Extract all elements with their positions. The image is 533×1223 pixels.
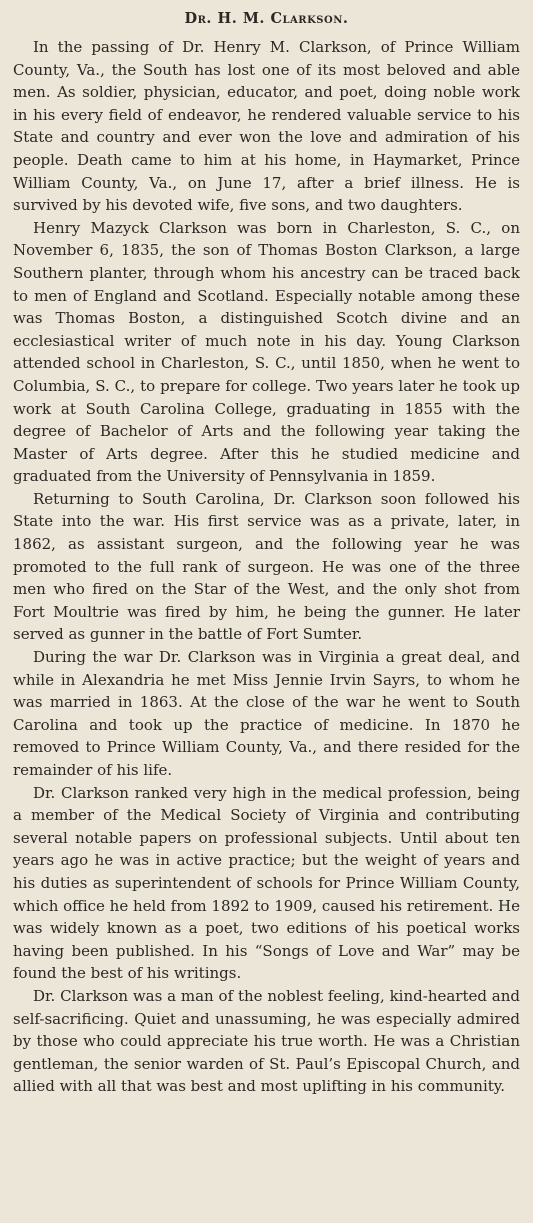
paragraph-marriage: During the war Dr. Clarkson was in Virginia a great deal, and while in Alexandria he met Miss Jennie Irvin Sayrs, to whom he was married in 1863. At the close of the war he went to South Carolina and took up the practice of medicine. In 1870 he removed to Prince William County, Va., and there resided for the remainder of his life. (13, 648, 520, 779)
paragraph-character: Dr. Clarkson was a man of the noblest feeling, kind-hearted and self-sacrificing. Quiet and unassuming, he was especially admired by those who could appreciate his true worth. He was a Christian gentleman, the senior warden of St. Paul’s Episcopal Church, and allied with all that was best and most uplifting in his community. (13, 986, 520, 1096)
paragraph-intro: In the passing of Dr. Henry M. Clarkson, of Prince William County, Va., the South has lost one of its most beloved and able men. As soldier, physician, educator, and poet, doing noble work in his every field of endeavor, he rendered valuable service to his State and country and ever won the love and admiration of his people. Death came to him at his home, in Haymarket, Prince William County, Va., on June 17, after a brief illness. He is survived by his devoted wife, five sons, and two daughters. (13, 38, 520, 215)
paragraph-war-service: Returning to South Carolina, Dr. Clarkson soon followed his State into the war. His first service was as a private, later, in 1862, as assistant surgeon, and the following year he was promoted to the full rank of surgeon. He was one of the three men who fired on the Star of the West, and the only shot from Fort Moultrie was fired by him, he being the gunner. He later served as gunner in the battle of Fort Sumter. (13, 489, 520, 644)
paragraph-medical-career: Dr. Clarkson ranked very high in the medical profession, being a member of the Medical Society of Virginia and contributing several notable papers on professional subjects. Until about ten years ago he was in active practice; but the weight of years and his duties as superintendent of schools for Prince William County, which office he held from 1892 to 1909, caused his retirement. He was widely known as a poet, two editions of his poetical works having been published. In his “Songs of Love and War” may be found the best of his writings. (13, 783, 520, 983)
paragraph-early-life: Henry Mazyck Clarkson was born in Charleston, S. C., on November 6, 1835, the son of Thomas Boston Clarkson, a large Southern planter, through whom his ancestry can be traced back to men of England and Scotland. Especially notable among these was Thomas Boston, a distinguished Scotch divine and an ecclesiastical writer of much note in his day. Young Clarkson attended school in Charleston, S. C., until 1850, when he went to Columbia, S. C., to prepare for college. Two years later he took up work at South Carolina College, graduating in 1855 with the degree of Bachelor of Arts and the following year taking the Master of Arts degree. After this he studied medicine and graduated from the University of Pennsylvania in 1859. (13, 218, 520, 486)
obituary-heading: Dr. H. M. Clarkson. (184, 10, 349, 27)
